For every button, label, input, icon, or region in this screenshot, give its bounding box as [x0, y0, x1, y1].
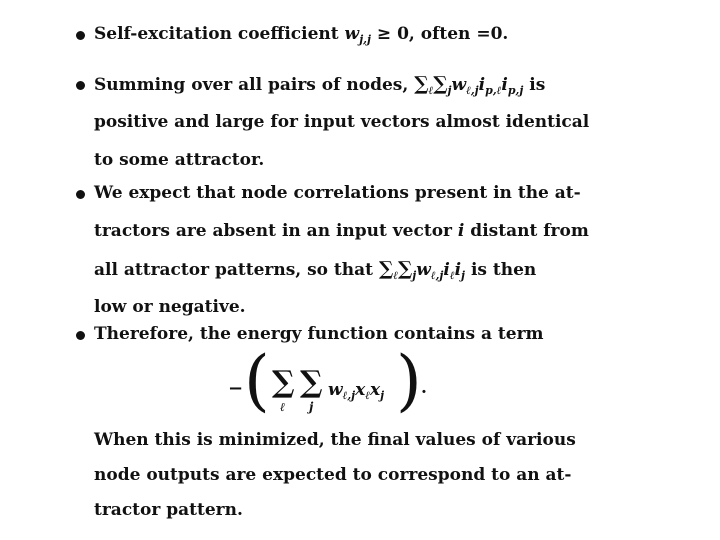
- sum-index: ℓ: [280, 400, 286, 414]
- text-segment: ≥ 0, often =0.: [370, 24, 509, 44]
- closing-line-2: node outputs are expected to correspond to an at-: [94, 465, 572, 485]
- text-segment: Summing over all pairs of nodes,: [94, 75, 415, 95]
- text-segment: all attractor patterns, so that: [94, 260, 379, 280]
- math-symbol: w: [451, 75, 467, 95]
- sum-symbol: ∑: [378, 258, 394, 280]
- math-subscript: j: [461, 269, 466, 282]
- bullet-3-line-2: [94, 221, 589, 241]
- bullet-1-text: [94, 24, 508, 44]
- math-symbol: i: [443, 260, 450, 280]
- math-subscript: j: [380, 389, 385, 402]
- bullet-4-line-1: Therefore, the energy function contains a term: [94, 324, 544, 344]
- formula-body: [328, 380, 384, 400]
- sum-symbol: ∑: [272, 365, 295, 400]
- bullet-2-line-3: to some attractor.: [94, 150, 265, 170]
- math-subscript: p,j: [507, 84, 524, 97]
- math-subscript: ℓ,j: [466, 84, 479, 97]
- math-subscript: j,j: [359, 33, 371, 46]
- math-subscript: ℓ,j: [342, 389, 356, 402]
- math-symbol: w: [328, 380, 343, 400]
- closing-line-1: When this is minimized, the final values of various: [94, 430, 576, 450]
- math-symbol: i: [454, 260, 462, 280]
- sum-symbol: ∑: [397, 258, 413, 280]
- math-subscript: ℓ,j: [430, 269, 444, 282]
- bullet-point: [76, 31, 85, 40]
- math-subscript: ℓ: [428, 84, 434, 97]
- math-symbol: w: [344, 24, 360, 44]
- text-segment: distant from: [464, 221, 589, 241]
- math-subscript: ℓ: [449, 269, 455, 282]
- right-paren: ): [396, 342, 422, 419]
- text-segment: is then: [465, 260, 537, 280]
- bullet-2-line-1: [94, 74, 545, 95]
- math-symbol: i: [478, 75, 486, 95]
- bullet-point: [76, 81, 85, 90]
- sum-symbol: ∑: [300, 365, 323, 400]
- formula-period: .: [421, 378, 427, 398]
- math-subscript: j: [412, 269, 417, 282]
- math-symbol: i: [457, 221, 465, 241]
- minus-sign: −: [228, 378, 244, 399]
- text-segment: Self-excitation coefficient: [94, 24, 345, 44]
- text-segment: tractors are absent in an input vector: [94, 221, 458, 241]
- closing-line-3: tractor pattern.: [94, 500, 243, 520]
- energy-formula: [228, 342, 458, 427]
- math-symbol: w: [416, 260, 431, 280]
- math-subscript: j: [447, 84, 452, 97]
- bullet-2-line-2: positive and large for input vectors almost identical: [94, 112, 590, 132]
- text-segment: is: [523, 75, 546, 95]
- bullet-3-line-1: We expect that node correlations present in the at-: [94, 183, 581, 203]
- sum-symbol: ∑: [414, 73, 429, 95]
- math-subscript: ℓ: [393, 269, 398, 282]
- sum-index: j: [309, 400, 314, 414]
- math-subscript: ℓ: [365, 389, 370, 402]
- math-symbol: x: [370, 380, 381, 400]
- math-subscript: p,ℓ: [485, 84, 502, 97]
- math-symbol: i: [501, 75, 508, 95]
- bullet-3-line-3: [94, 259, 536, 280]
- math-symbol: x: [355, 380, 366, 400]
- left-paren: (: [244, 342, 270, 419]
- sum-symbol: ∑: [433, 73, 448, 95]
- bullet-3-line-4: low or negative.: [94, 297, 246, 317]
- bullet-point: [76, 331, 85, 340]
- bullet-point: [76, 190, 85, 199]
